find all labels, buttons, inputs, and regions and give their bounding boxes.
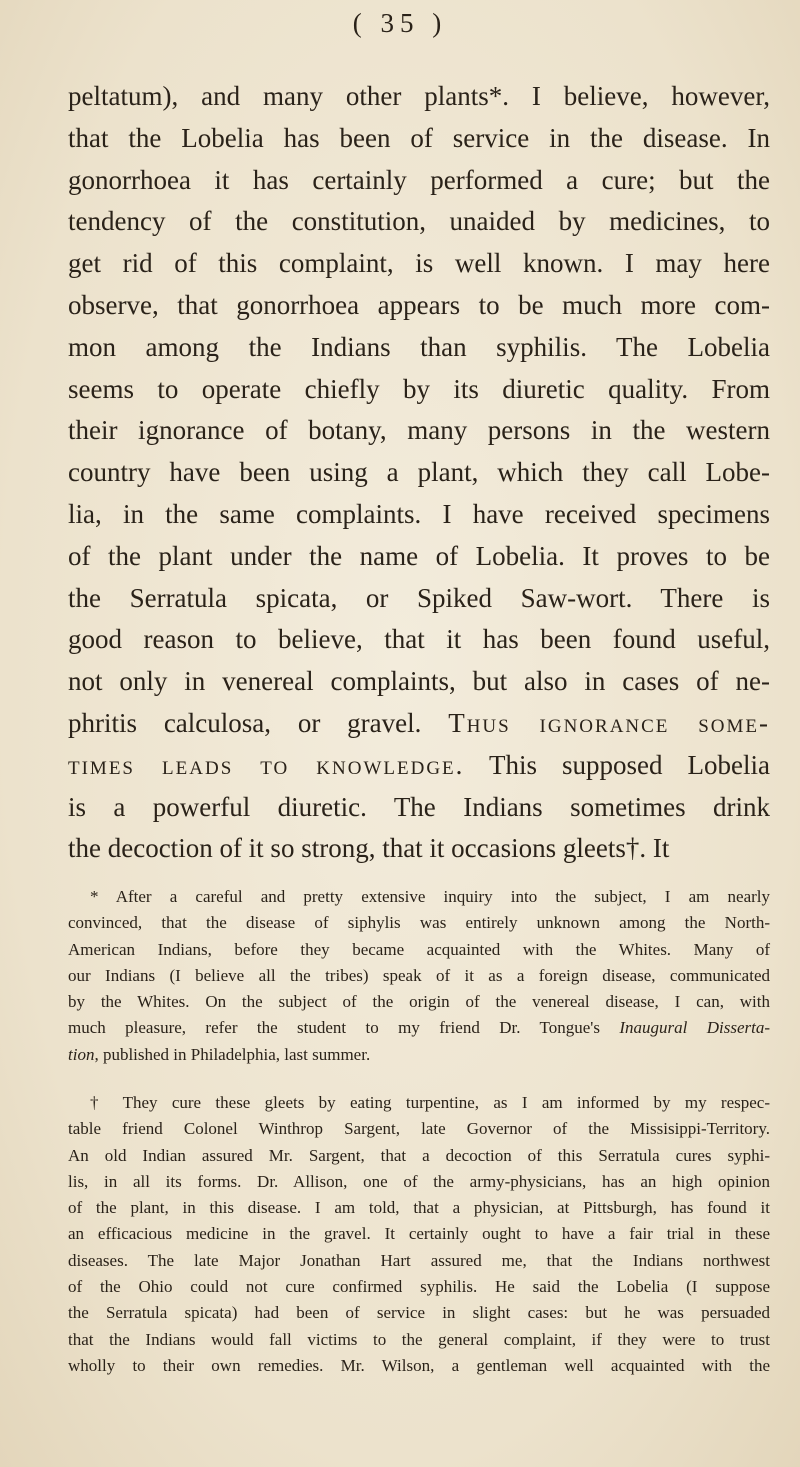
text-line: the Serratula spicata, or Spiked Saw-wort. There is	[68, 582, 770, 613]
text-line: get rid of this complaint, is well known. I may here	[68, 248, 770, 279]
text-line: observe, that gonorrhoea appears to be much more com-	[68, 289, 770, 320]
footnote-line: the Serratula spicata) had been of service in slight cases: but he was persuaded	[68, 1303, 770, 1323]
small-caps-text: times leads to knowledge.	[68, 749, 465, 780]
text-line: their ignorance of botany, many persons in the western	[68, 415, 770, 446]
footnote-line: * After a careful and pretty extensive inquiry into the subject, I am nearly	[90, 887, 770, 906]
footnote-line: an efficacious medicine in the gravel. It certainly ought to have a fair trial in these	[68, 1224, 770, 1244]
text-line: seems to operate chiefly by its diuretic quality. From	[68, 373, 770, 404]
text-line: good reason to believe, that it has been found useful,	[68, 624, 770, 655]
footnote-line: diseases. The late Major Jonathan Hart assured me, that the Indians northwest	[68, 1250, 770, 1270]
text-line: tendency of the constitution, unaided by medicines, to	[68, 206, 770, 237]
footnote-line: convinced, that the disease of siphylis was entirely unknown among the North-	[68, 913, 770, 933]
text-line: the decoction of it so strong, that it occasions gleets†. It	[68, 833, 670, 864]
small-caps-text: Thus ignorance some-	[448, 707, 771, 738]
italic-title: Inaugural Disserta-	[619, 1018, 770, 1038]
footnote-line: by the Whites. On the subject of the origin of the venereal disease, I can, with	[68, 992, 770, 1012]
footnote-line: An old Indian assured Mr. Sargent, that a decoction of this Serratula cures syphi-	[68, 1145, 770, 1165]
text-line: that the Lobelia has been of service in the disease. In	[68, 122, 770, 153]
footnote-line: lis, in all its forms. Dr. Allison, one of the army-physicians, has an high opinion	[68, 1171, 770, 1191]
footnote-asterisk	[68, 884, 770, 1068]
main-text	[68, 76, 770, 870]
footnote-line: † They cure these gleets by eating turpentine, as I am informed by my respec-	[90, 1093, 770, 1112]
text-line	[68, 703, 770, 745]
text-line: mon among the Indians than syphilis. The Lobelia	[68, 331, 770, 362]
text-line: peltatum), and many other plants*. I believe, however,	[68, 81, 770, 111]
footnote-line: of the Ohio could not cure confirmed syphilis. He said the Lobelia (I suppose	[68, 1277, 770, 1297]
footnote-line: American Indians, before they became acquainted with the Whites. Many of	[68, 939, 770, 959]
footnote-line: that the Indians would fall victims to the general complaint, if they were to trust	[68, 1329, 770, 1349]
footnote-line: wholly to their own remedies. Mr. Wilson, a gentleman well acquainted with the	[68, 1355, 770, 1375]
footnote-line	[68, 1042, 770, 1068]
italic-title: tion	[68, 1044, 95, 1064]
text-span: This supposed Lobelia	[464, 749, 770, 780]
page-number: ( 35 )	[352, 8, 448, 38]
footnote-line: table friend Colonel Winthrop Sargent, late Governor of the Missisippi-Territory.	[68, 1119, 770, 1139]
text-line: lia, in the same complaints. I have received specimens	[68, 498, 770, 529]
text-line: country have been using a plant, which they call Lobe-	[68, 457, 770, 488]
text-line	[68, 745, 770, 787]
text-line: is a powerful diuretic. The Indians sometimes drink	[68, 791, 770, 822]
text-line: gonorrhoea it has certainly performed a cure; but the	[68, 164, 770, 195]
text-span: phritis calculosa, or gravel.	[68, 707, 422, 738]
footnote-line	[68, 1015, 770, 1041]
text-span: , published in Philadelphia, last summer.	[94, 1044, 371, 1064]
text-line: of the plant under the name of Lobelia. It proves to be	[68, 540, 770, 571]
text-line: not only in venereal complaints, but also in cases of ne-	[68, 666, 770, 697]
footnote-line: of the plant, in this disease. I am told, that a physician, at Pittsburgh, has found it	[68, 1198, 770, 1218]
footnote-line: our Indians (I believe all the tribes) speak of it as a foreign disease, communicated	[68, 965, 770, 985]
footnote-dagger	[68, 1090, 770, 1379]
text-span: much pleasure, refer the student to my friend Dr. Tongue's	[68, 1018, 620, 1038]
